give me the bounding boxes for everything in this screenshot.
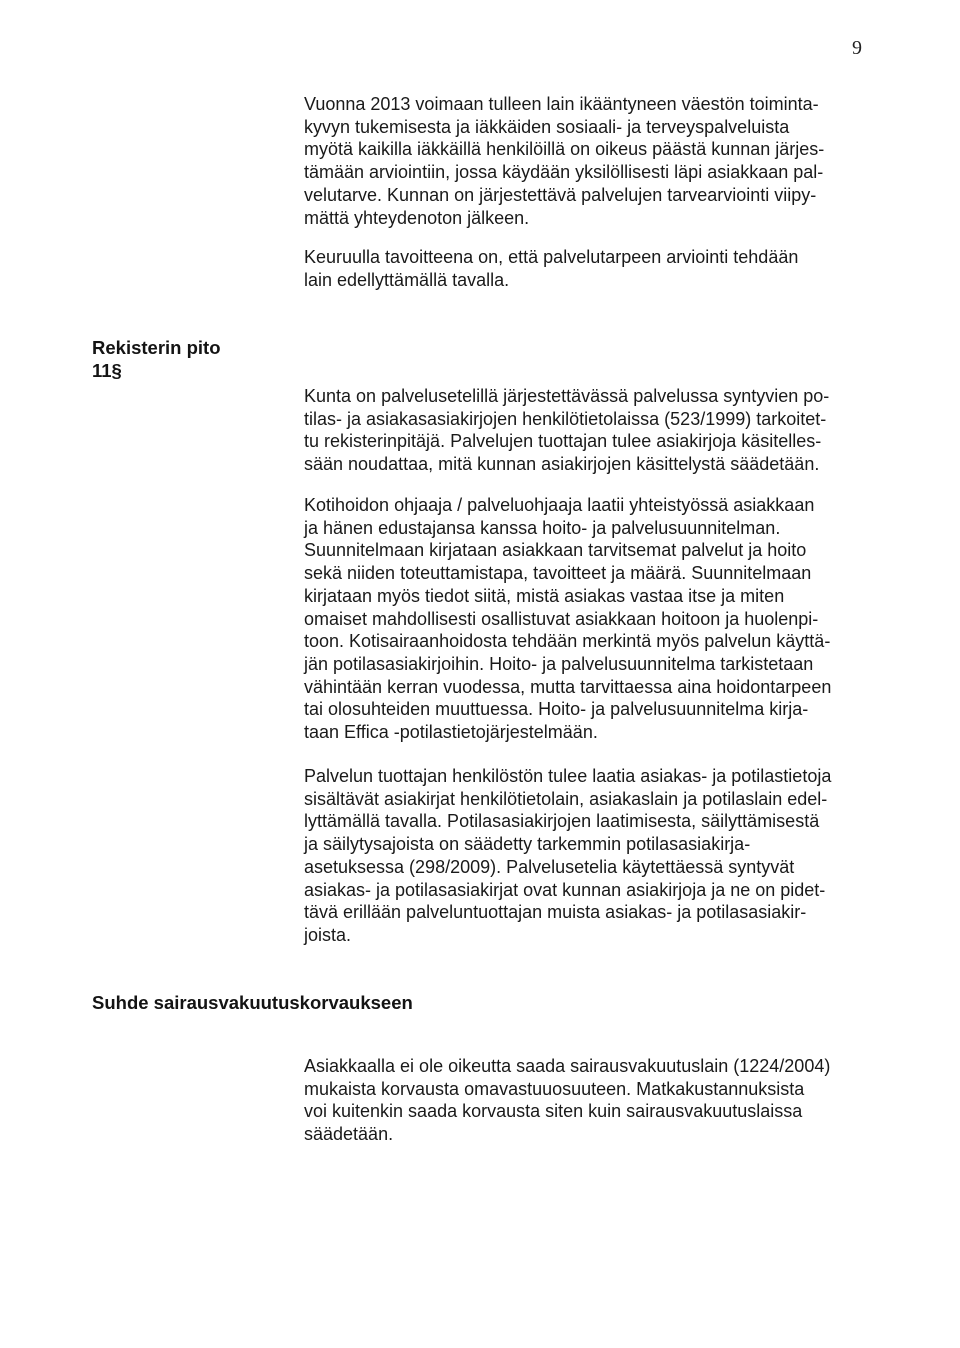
text-line: sisältävät asiakirjat henkilötietolain, asiakaslain ja potilaslain edel-: [304, 788, 828, 809]
section-heading-sairausvakuutus: Suhde sairausvakuutuskorvaukseen: [92, 992, 413, 1013]
text-line: jän potilasasiakirjoihin. Hoito- ja palvelusuunnitelma tarkistetaan: [304, 653, 814, 674]
text-line: sään noudattaa, mitä kunnan asiakirjojen käsittelystä säädetään.: [304, 454, 820, 475]
text-line: Kunta on palvelusetelillä järjestettävässä palvelussa syntyvien po-: [304, 386, 830, 406]
text-line: lyttämällä tavalla. Potilasasiakirjojen laatimisesta, säilyttämisestä: [304, 811, 820, 832]
text-line: säädetään.: [304, 1124, 394, 1145]
section-11-paragraph-3: [304, 765, 831, 947]
text-line: kirjataan myös tiedot siitä, mistä asiakas vastaa itse ja miten: [304, 585, 785, 606]
text-line: ja hänen edustajansa kanssa hoito- ja palvelusuunnitelman.: [304, 517, 781, 538]
section-11-paragraph-2: [304, 494, 831, 744]
text-line: voi kuitenkin saada korvausta siten kuin sairausvakuutuslaissa: [304, 1101, 803, 1122]
text-line: sekä niiden toteuttamistapa, tavoitteet ja määrä. Suunnitelmaan: [304, 563, 812, 584]
text-line: taan Effica -potilastietojärjestelmään.: [304, 722, 598, 743]
intro-paragraph-2: [304, 246, 798, 291]
text-line: joista.: [304, 924, 352, 945]
text-line: tävä erillään palveluntuottajan muista asiakas- ja potilasasiakir-: [304, 902, 807, 923]
text-line: ja säilytysajoista on säädetty tarkemmin potilasasiakirja-: [304, 834, 751, 855]
text-line: kyvyn tukemisesta ja iäkkäiden sosiaali- ja terveyspalveluista: [304, 116, 790, 137]
text-line: velutarve. Kunnan on järjestettävä palvelujen tarvearviointi viipy-: [304, 184, 817, 205]
text-line: tu rekisterinpitäjä. Palvelujen tuottajan tulee asiakirjoja käsitelles-: [304, 431, 822, 452]
text-line: vähintään kerran vuodessa, mutta tarvittaessa aina hoidontarpeen: [304, 676, 832, 697]
section-11-paragraph-1: [304, 385, 829, 476]
text-line: Palvelun tuottajan henkilöstön tulee laatia asiakas- ja potilastietoja: [304, 766, 832, 786]
section-heading-rekisterin-pito: Rekisterin pito: [92, 337, 221, 358]
text-line: Keuruulla tavoitteena on, että palvelutarpeen arviointi tehdään: [304, 247, 799, 267]
text-line: omaiset mahdollisesti osallistuvat asiakkaan hoitoon ja huolenpi-: [304, 608, 819, 629]
text-line: Asiakkaalla ei ole oikeutta saada sairausvakuutuslain (1224/2004): [304, 1056, 831, 1076]
sairausvakuutus-paragraph-1: [304, 1055, 830, 1146]
text-line: tämään arviointiin, jossa käydään yksilöllisesti läpi asiakkaan pal-: [304, 162, 824, 183]
text-line: myötä kaikilla iäkkäillä henkilöillä on oikeus päästä kunnan järjes-: [304, 139, 825, 160]
text-line: lain edellyttämällä tavalla.: [304, 269, 510, 290]
page-number: 9: [852, 37, 862, 59]
text-line: mukaista korvausta omavastuuosuuteen. Matkakustannuksista: [304, 1078, 805, 1099]
text-line: asiakas- ja potilasasiakirjat ovat kunnan asiakirjoja ja ne on pidet-: [304, 879, 826, 900]
text-line: toon. Kotisairaanhoidosta tehdään merkintä myös palvelun käyttä-: [304, 631, 831, 652]
section-number: 11§: [92, 360, 122, 381]
intro-paragraph-1: [304, 93, 824, 229]
text-line: Suunnitelmaan kirjataan asiakkaan tarvitsemat palvelut ja hoito: [304, 540, 807, 561]
text-line: Kotihoidon ohjaaja / palveluohjaaja laatii yhteistyössä asiakkaan: [304, 495, 815, 515]
text-line: tilas- ja asiakasasiakirjojen henkilötietolaissa (523/1999) tarkoitet-: [304, 408, 827, 429]
text-line: tai olosuhteiden muuttuessa. Hoito- ja palvelusuunnitelma kirja-: [304, 699, 809, 720]
text-line: asetuksessa (298/2009). Palvelusetelia käytettäessä syntyvät: [304, 856, 795, 877]
text-line: Vuonna 2013 voimaan tulleen lain ikääntyneen väestön toiminta-: [304, 94, 819, 114]
text-line: mättä yhteydenoton jälkeen.: [304, 207, 530, 228]
